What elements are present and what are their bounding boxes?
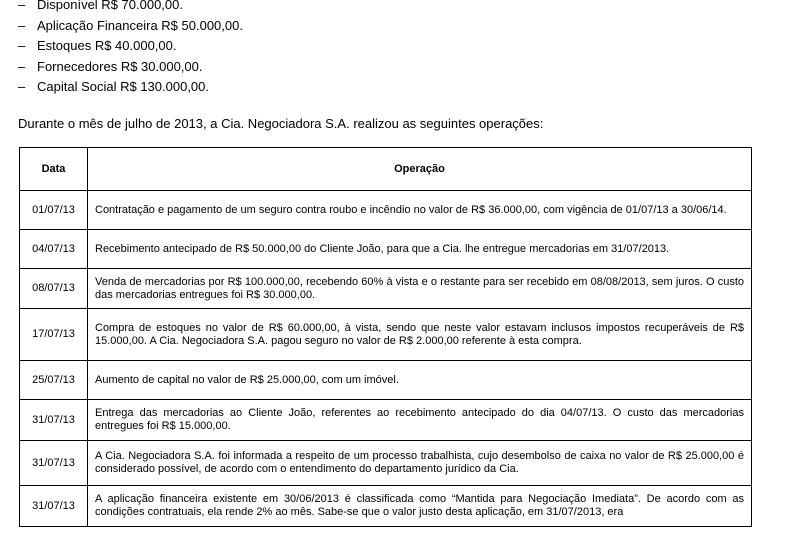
balance-item-text: Fornecedores R$ 30.000,00.	[37, 58, 203, 74]
balance-list	[18, 0, 243, 100]
row-date: 31/07/13	[20, 486, 88, 527]
row-operation: A Cia. Negociadora S.A. foi informada a respeito de um processo trabalhista, cujo desembolso de caixa no valor de R$ 25.000,00 é considerado possível, de acordo com o entendimento do departamento jurídico da Cia.	[88, 441, 752, 486]
balance-item-text: Aplicação Financeira R$ 50.000,00.	[37, 17, 243, 33]
list-dash: –	[18, 79, 26, 94]
row-operation: Venda de mercadorias por R$ 100.000,00, recebendo 60% à vista e o restante para ser recebido em 08/08/2013, sem juros. O custo das mercadorias entregues foi R$ 30.000,00.	[88, 269, 752, 309]
table-row	[20, 400, 752, 441]
row-date: 04/07/13	[20, 230, 88, 269]
row-date: 31/07/13	[20, 441, 88, 486]
balance-item-text: Estoques R$ 40.000,00.	[37, 38, 177, 53]
row-operation: Aumento de capital no valor de R$ 25.000,00, com um imóvel.	[88, 361, 752, 400]
balance-item	[18, 79, 243, 100]
row-operation: Entrega das mercadorias ao Cliente João, referentes ao recebimento antecipado do dia 04/07/13. O custo das mercadorias entregues foi R$ 15.000,00.	[88, 400, 752, 441]
row-operation: Compra de estoques no valor de R$ 60.000,00, à vista, sendo que neste valor estavam inclusos impostos recuperáveis de R$ 15.000,00. A Cia. Negociadora S.A. pagou seguro no valor de R$ 2.000,00 referente à esta compra.	[88, 309, 752, 361]
row-date: 17/07/13	[20, 309, 88, 361]
balance-item-text: Disponível R$ 70.000,00.	[37, 0, 183, 12]
table-row	[20, 191, 752, 230]
balance-item	[18, 0, 243, 18]
operations-table	[19, 147, 752, 527]
row-date: 01/07/13	[20, 191, 88, 230]
balance-item	[18, 59, 243, 80]
list-dash: –	[18, 0, 26, 12]
list-dash: –	[18, 58, 26, 74]
row-operation: Recebimento antecipado de R$ 50.000,00 do Cliente João, para que a Cia. lhe entregue mercadorias em 31/07/2013.	[88, 230, 752, 269]
table-row	[20, 230, 752, 269]
list-dash: –	[18, 38, 26, 53]
table-row	[20, 486, 752, 527]
list-dash: –	[18, 17, 26, 33]
table-header-row	[20, 148, 752, 191]
row-operation: Contratação e pagamento de um seguro contra roubo e incêndio no valor de R$ 36.000,00, com vigência de 01/07/13 a 30/06/14.	[88, 191, 752, 230]
table-row	[20, 269, 752, 309]
table-row	[20, 309, 752, 361]
balance-item-text: Capital Social R$ 130.000,00.	[37, 79, 210, 94]
row-operation: A aplicação financeira existente em 30/06/2013 é classificada como “Mantida para Negociação Imediata”. De acordo com as condições contratuais, ela rende 2% ao mês. Sabe-se que o valor justo desta aplicação, em 31/07/2013, era	[88, 486, 752, 527]
table-row	[20, 361, 752, 400]
operation-column-header: Operação	[88, 148, 752, 191]
row-date: 31/07/13	[20, 400, 88, 441]
date-column-header: Data	[20, 148, 88, 191]
balance-item	[18, 38, 243, 59]
balance-item	[18, 18, 243, 39]
row-date: 08/07/13	[20, 269, 88, 309]
row-date: 25/07/13	[20, 361, 88, 400]
intro-paragraph: Durante o mês de julho de 2013, a Cia. Negociadora S.A. realizou as seguintes operações:	[18, 116, 544, 131]
table-row	[20, 441, 752, 486]
